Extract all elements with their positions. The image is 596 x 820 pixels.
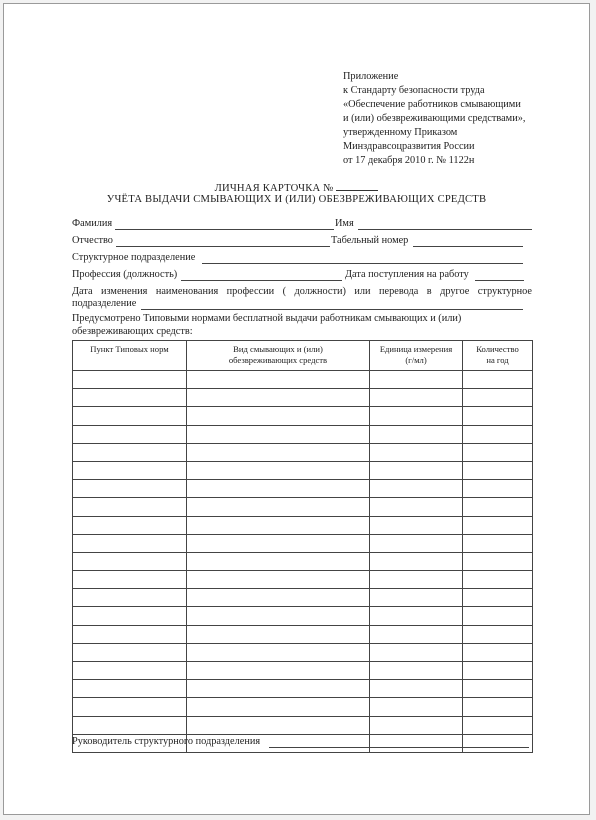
table-header-row [73,341,533,371]
patronymic-label: Отчество [72,235,113,246]
card-title-text: ЛИЧНАЯ КАРТОЧКА № [214,183,334,194]
surname-field[interactable] [115,229,334,230]
table-cell[interactable] [370,625,463,643]
appendix-line: Минздравсоцразвития России [343,141,475,152]
appendix-line: Приложение [343,71,399,82]
table-cell[interactable] [370,534,463,552]
table-cell[interactable] [463,607,533,625]
table-cell[interactable] [463,589,533,607]
table-cell[interactable] [370,662,463,680]
table-row [73,407,533,425]
table-cell[interactable] [73,662,187,680]
tab-number-label: Табельный номер [331,235,409,246]
appendix-block [343,70,525,168]
table-row [73,716,533,734]
hire-date-label: Дата поступления на работу [345,269,469,280]
table-body [73,371,533,753]
table-cell[interactable] [73,461,187,479]
department-field[interactable] [202,263,523,264]
card-number-field[interactable] [336,180,378,191]
signature-field[interactable] [269,747,529,748]
table-cell[interactable] [187,680,370,698]
table-cell[interactable] [187,607,370,625]
table-cell[interactable] [187,643,370,661]
norms-text-line2: обезвреживающих средств: [72,326,193,337]
table-cell[interactable] [463,534,533,552]
table-cell[interactable] [73,571,187,589]
table-cell[interactable] [463,516,533,534]
table-cell[interactable] [73,389,187,407]
department-label: Структурное подразделение [72,252,196,263]
table-cell[interactable] [370,698,463,716]
table-cell[interactable] [73,552,187,570]
norms-text: Предусмотрено Типовыми нормами бесплатной выдачи работникам смывающих и (или) [72,313,462,324]
profession-label: Профессия (должность) [72,269,178,280]
issuance-table [72,340,533,753]
table-cell[interactable] [73,589,187,607]
table-cell[interactable] [463,625,533,643]
table-cell[interactable] [463,643,533,661]
table-cell[interactable] [187,425,370,443]
table-cell[interactable] [73,480,187,498]
table-cell[interactable] [187,371,370,389]
table-cell[interactable] [187,480,370,498]
table-cell[interactable] [463,425,533,443]
table-cell[interactable] [370,425,463,443]
table-cell[interactable] [73,425,187,443]
signature-label: Руководитель структурного подразделения [72,736,261,747]
table-cell[interactable] [463,734,533,752]
name-field[interactable] [358,229,532,230]
table-row [73,680,533,698]
patronymic-field[interactable] [116,246,330,247]
table-cell[interactable] [370,498,463,516]
column-header: Пункт Типовых норм [73,341,187,371]
appendix-line: от 17 декабря 2010 г. № 1122н [343,155,475,166]
table-cell[interactable] [73,625,187,643]
table-cell[interactable] [463,662,533,680]
tab-number-field[interactable] [413,246,523,247]
column-header: Единица измерения (г/мл) [370,341,463,371]
table-cell[interactable] [370,734,463,752]
table-cell[interactable] [370,589,463,607]
table-cell[interactable] [370,643,463,661]
table-cell[interactable] [187,589,370,607]
column-header: Количество на год [463,341,533,371]
table-cell[interactable] [463,371,533,389]
table-cell[interactable] [370,389,463,407]
table-cell[interactable] [73,698,187,716]
table-row [73,425,533,443]
table-cell[interactable] [187,625,370,643]
surname-label: Фамилия [72,218,113,229]
table-cell[interactable] [370,716,463,734]
appendix-line: и (или) обезвреживающими средствами», [343,113,526,124]
name-label: Имя [335,218,354,229]
table-row [73,498,533,516]
table-cell[interactable] [370,571,463,589]
table-cell[interactable] [370,680,463,698]
table-cell[interactable] [370,480,463,498]
table-cell[interactable] [73,643,187,661]
table-row [73,589,533,607]
change-field[interactable] [141,309,523,310]
table-cell[interactable] [187,498,370,516]
table-cell[interactable] [187,516,370,534]
card-subtitle: УЧЁТА ВЫДАЧИ СМЫВАЮЩИХ И (ИЛИ) ОБЕЗВРЕЖИВАЮЩИХ СРЕДСТВ [106,194,487,205]
table-row [73,607,533,625]
table-cell[interactable] [463,698,533,716]
table-row [73,534,533,552]
document-sheet [3,3,590,815]
table-cell[interactable] [187,571,370,589]
table-cell[interactable] [73,680,187,698]
table-cell[interactable] [463,498,533,516]
appendix-line: к Стандарту безопасности труда [343,85,485,96]
table-cell[interactable] [187,534,370,552]
table-row [73,461,533,479]
table-cell[interactable] [73,498,187,516]
table-cell[interactable] [370,461,463,479]
profession-field[interactable] [181,280,342,281]
table-cell[interactable] [370,607,463,625]
table-cell[interactable] [370,407,463,425]
table-row [73,371,533,389]
table-cell[interactable] [73,443,187,461]
table-cell[interactable] [73,371,187,389]
table-cell[interactable] [370,516,463,534]
table-cell[interactable] [187,698,370,716]
table-row [73,516,533,534]
table-cell[interactable] [187,443,370,461]
appendix-line: «Обеспечение работников смывающими [343,99,521,110]
hire-date-field[interactable] [475,280,524,281]
table-cell[interactable] [463,407,533,425]
table-row [73,698,533,716]
card-title [4,180,589,194]
table-cell[interactable] [73,516,187,534]
table-cell[interactable] [187,552,370,570]
table-row [73,443,533,461]
table-row [73,571,533,589]
change-text: Дата изменения наименования профессии ( должности) или перевода в другое структурное [72,286,532,297]
table-cell[interactable] [187,461,370,479]
appendix-line: утвержденному Приказом [343,127,458,138]
table-cell[interactable] [73,607,187,625]
table-cell[interactable] [73,407,187,425]
table-cell[interactable] [370,371,463,389]
table-cell[interactable] [463,716,533,734]
change-text-line2: подразделение [72,298,137,309]
table-row [73,389,533,407]
table-cell[interactable] [187,389,370,407]
table-cell[interactable] [463,443,533,461]
table-cell[interactable] [187,407,370,425]
column-header: Вид смывающих и (или) обезвреживающих средств [187,341,370,371]
table-row [73,643,533,661]
table-cell[interactable] [370,552,463,570]
table-cell[interactable] [463,461,533,479]
table-cell[interactable] [73,716,187,734]
table-cell[interactable] [73,534,187,552]
table-cell[interactable] [463,680,533,698]
table-row [73,552,533,570]
table-cell[interactable] [463,552,533,570]
table-row [73,480,533,498]
table-row [73,662,533,680]
table-cell[interactable] [463,389,533,407]
table-cell[interactable] [187,716,370,734]
table-cell[interactable] [187,662,370,680]
table-row [73,625,533,643]
table-cell[interactable] [463,571,533,589]
table-cell[interactable] [370,443,463,461]
table-cell[interactable] [463,480,533,498]
